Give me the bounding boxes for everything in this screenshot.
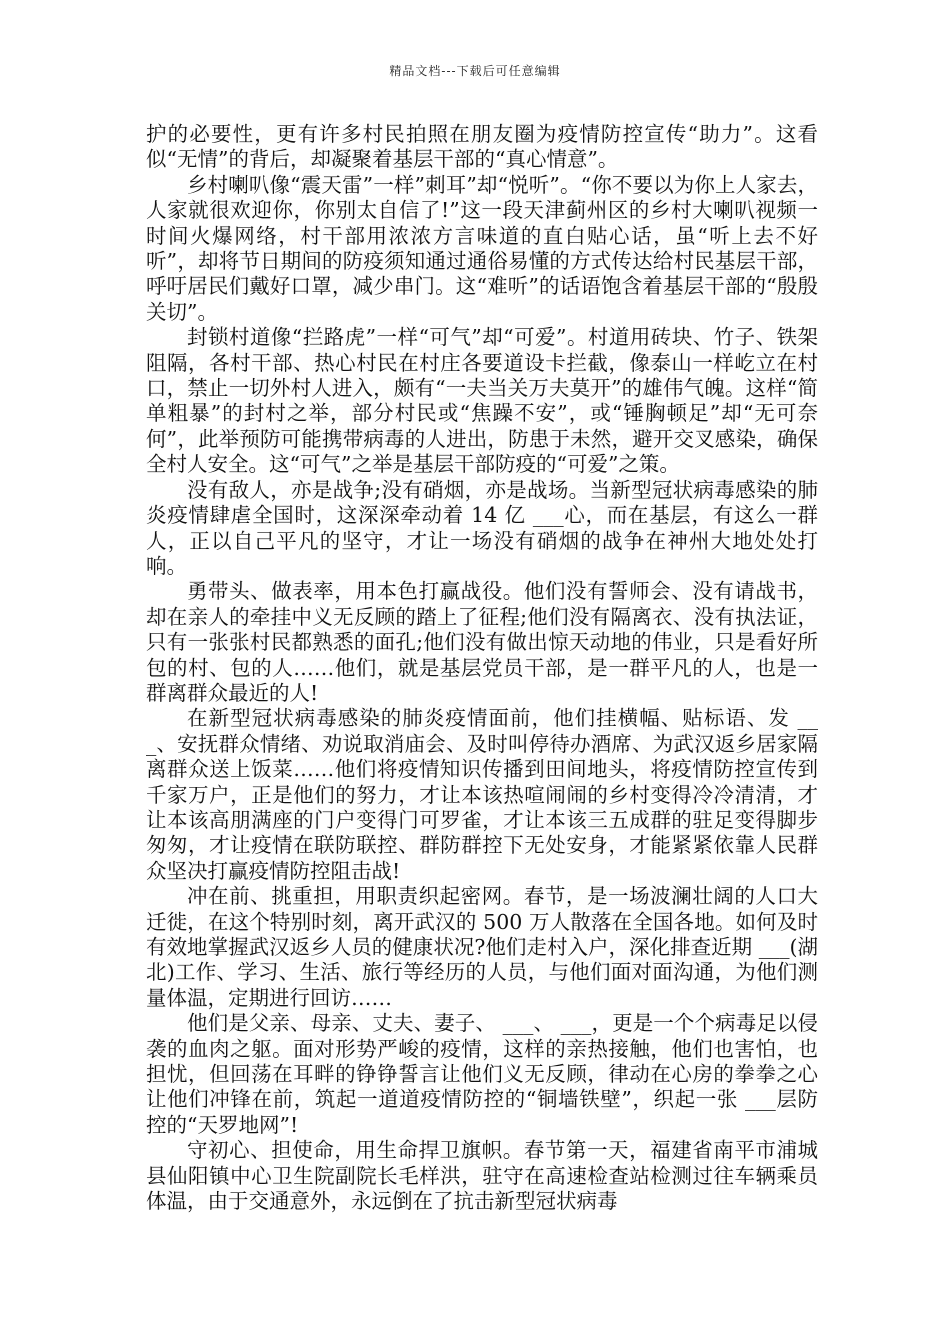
paragraph-8: 他们是父亲、母亲、丈夫、妻子、 ___、 ___，更是一个个病毒足以侵袭的血肉之躯。面对形势严峻的疫情，这样的亲热接触，他们也害怕，也担忧，但回荡在耳畔的铮铮誓言让他们义无反顾，律动在心房的拳拳之心让他们冲锋在前，筑起一道道疫情防控的“铜墙铁壁”，织起一张 ___层防控的“天罗地网”! <box>146 1011 818 1137</box>
paragraph-7: 冲在前、挑重担，用职责织起密网。春节，是一场波澜壮阔的人口大迁徙，在这个特别时刻，离开武汉的 500 万人散落在全国各地。如何及时有效地掌握武汉返乡人员的健康状况?他们走村入户，深化排查近期 ___(湖北)工作、学习、生活、旅行等经历的人员，与他们面对面沟通，为他们测量体温，定期进行回访…… <box>146 884 818 1010</box>
paragraph-2: 乡村喇叭像“震天雷”一样”刺耳”却“悦听”。“你不要以为你上人家去，人家就很欢迎你，你别太自信了!”这一段天津蓟州区的乡村大喇叭视频一时间火爆网络，村干部用浓浓方言味道的直白贴心话，虽“听上去不好听”，却将节日期间的防疫须知通过通俗易懂的方式传达给村民基层干部，呼吁居民们戴好口罩，减少串门。这“难听”的话语饱含着基层干部的“殷殷关切”。 <box>146 172 818 324</box>
paragraph-3: 封锁村道像“拦路虎”一样“可气”却“可爱”。村道用砖块、竹子、铁架阻隔，各村干部、热心村民在村庄各要道设卡拦截，像泰山一样屹立在村口，禁止一切外村人进入，颇有“一夫当关万夫莫开”的雄伟气魄。这样“简单粗暴”的封村之举，部分村民或“焦躁不安”，或“锤胸顿足”却“无可奈何”，此举预防可能携带病毒的人进出，防患于未然，避开交叉感染，确保全村人安全。这“可气”之举是基层干部防疫的“可爱”之策。 <box>146 325 818 477</box>
paragraph-5: 勇带头、做表率，用本色打赢战役。他们没有誓师会、没有请战书，却在亲人的牵挂中义无反顾的踏上了征程;他们没有隔离衣、没有执法证，只有一张张村民都熟悉的面孔;他们没有做出惊天动地的伟业，只是看好所包的村、包的人……他们，就是基层党员干部，是一群平凡的人，也是一群离群众最近的人! <box>146 579 818 705</box>
document-body <box>146 122 818 1214</box>
paragraph-9: 守初心、担使命，用生命捍卫旗帜。春节第一天，福建省南平市浦城县仙阳镇中心卫生院副院长毛样洪，驻守在高速检查站检测过往车辆乘员体温，由于交通意外，永远倒在了抗击新型冠状病毒 <box>146 1138 818 1214</box>
paragraph-1: 护的必要性，更有许多村民拍照在朋友圈为疫情防控宣传“助力”。这看似“无情”的背后，却凝聚着基层干部的“真心情意”。 <box>146 122 818 172</box>
paragraph-6: 在新型冠状病毒感染的肺炎疫情面前，他们挂横幅、贴标语、发 ___、安抚群众情绪、劝说取消庙会、及时叫停待办酒席、为武汉返乡居家隔离群众送上饭菜……他们将疫情知识传播到田间地头，将疫情防控宣传到千家万户，正是他们的努力，才让本该热喧闹闹的乡村变得冷冷清清，才让本该高朋满座的门户变得门可罗雀，才让本该三五成群的驻足变得脚步匆匆，才让疫情在联防联控、群防群控下无处安身，才能紧紧依靠人民群众坚决打赢疫情防控阻击战! <box>146 706 818 883</box>
paragraph-4: 没有敌人，亦是战争;没有硝烟，亦是战场。当新型冠状病毒感染的肺炎疫情肆虐全国时，这深深牵动着 14 亿 ___心，而在基层，有这么一群人，正以自己平凡的坚守，才让一场没有硝烟的战争在神州大地处处打响。 <box>146 477 818 578</box>
page-header: 精品文档---下载后可任意编辑 <box>389 64 561 78</box>
